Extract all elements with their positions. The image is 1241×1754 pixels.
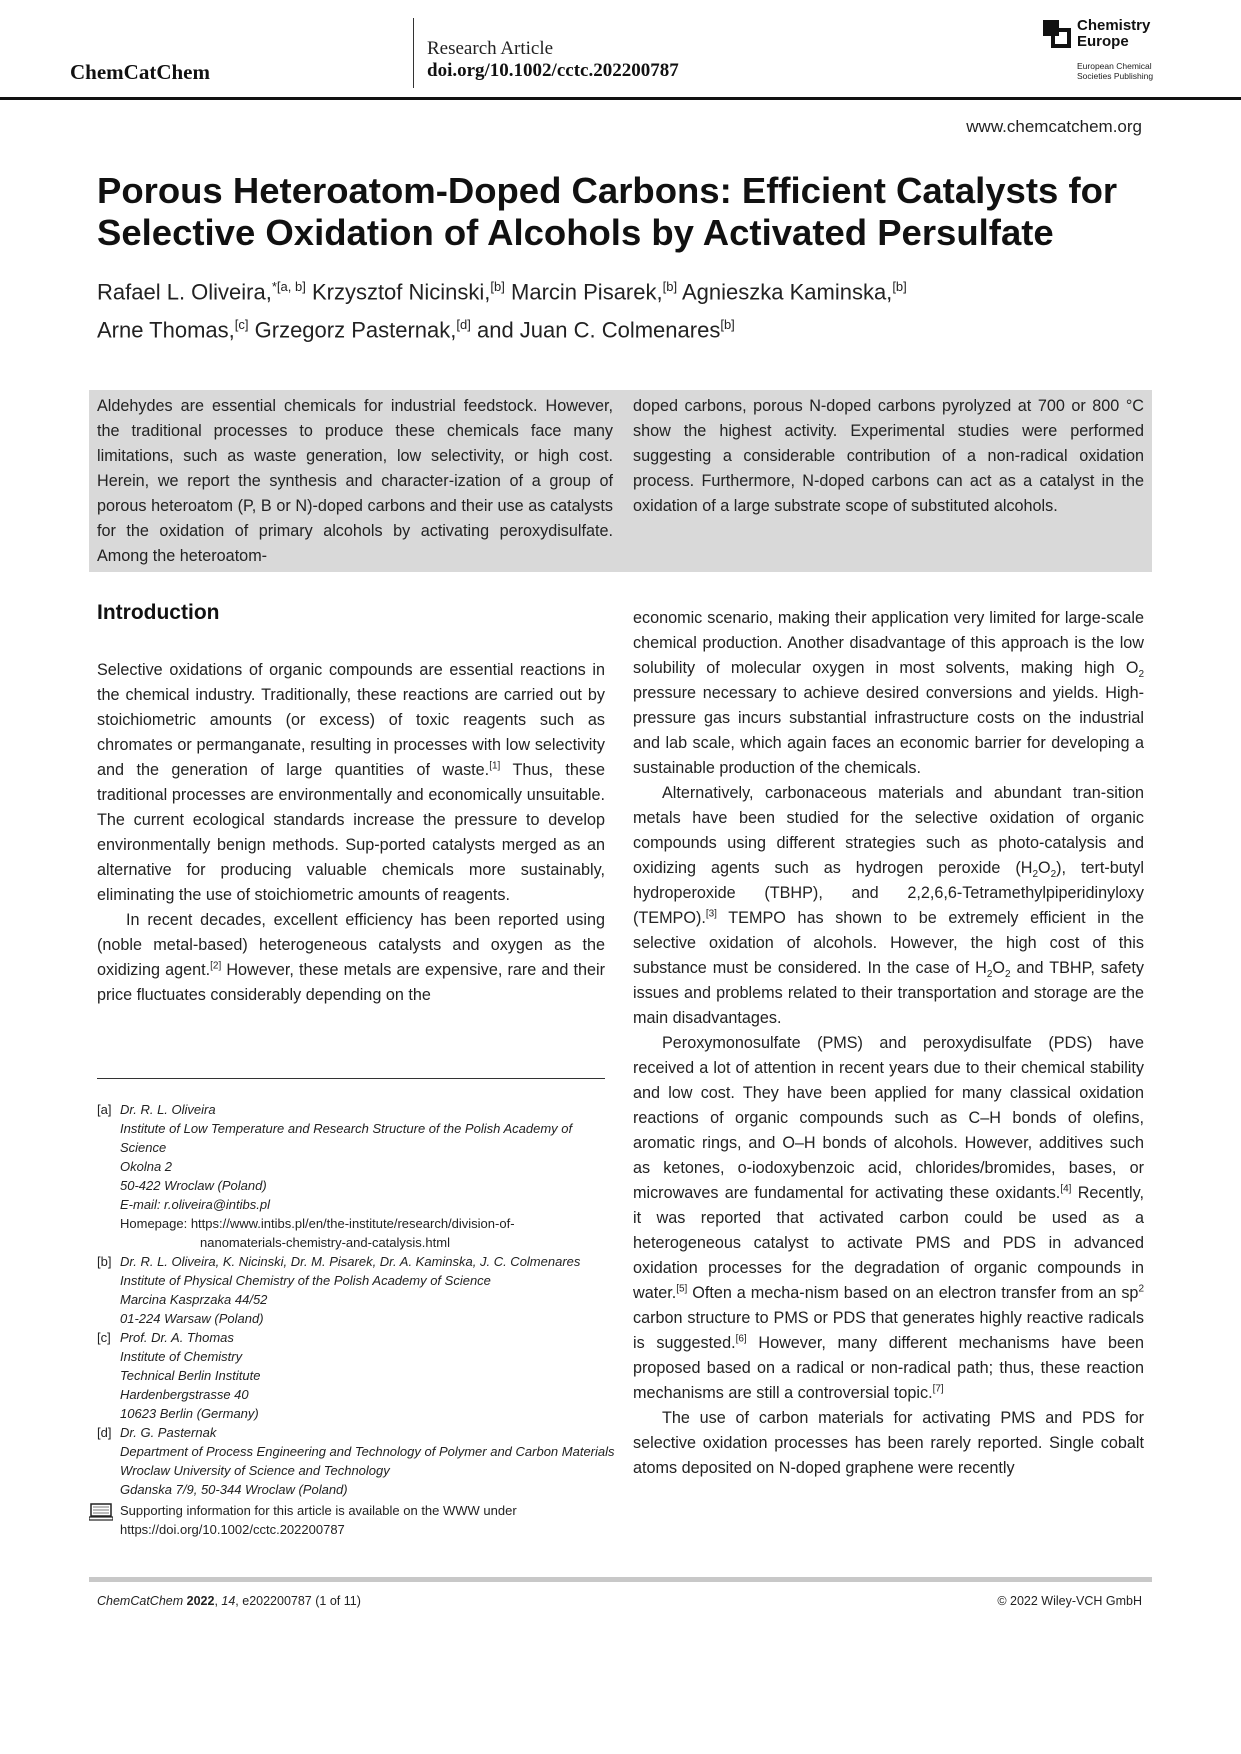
supporting-information-text[interactable]: Supporting information for this article is available on the WWW under https://doi.org/10.1002/cctc.202200787 <box>120 1503 517 1537</box>
footnote-a <box>97 1100 617 1252</box>
brand-sub-line1: European Chemical <box>1077 61 1152 71</box>
author-affiliation: [b] <box>720 317 735 333</box>
author-affiliation: [b] <box>892 279 907 294</box>
footer-citation: ChemCatChem 2022, 14, e202200787 (1 of 11) <box>97 1594 361 1608</box>
footnote-person: Dr. G. Pasternak <box>120 1425 217 1440</box>
footnote-line: Technical Berlin Institute <box>120 1368 261 1383</box>
abstract-left-column: Aldehydes are essential chemicals for industrial feedstock. However, the traditional processes to produce these chemicals face many limitations, such as waste generation, low selectivity, or high cost. Herein, we report the synthesis and character-ization of a group of porous heteroatom (P, B or N)-doped carbons and their use as catalysts for the oxidation of primary alcohols by activating peroxydisulfate. Among the heteroatom- <box>97 397 613 565</box>
abstract-right-column: doped carbons, porous N-doped carbons pyrolyzed at 700 or 800 °C show the highest activity. Experimental studies were performed suggesting a considerable contribution of a non-radical oxidation process. Furthermore, N-doped carbons can act as a catalyst in the oxidation of a large substrate scope of substituted alcohols. <box>633 397 1144 515</box>
computer-monitor-icon <box>89 1503 113 1521</box>
header-rule <box>0 97 1241 100</box>
affiliation-footnotes <box>97 1100 617 1539</box>
footnote-line: Institute of Low Temperature and Research Structure of the Polish Academy of Science <box>120 1121 573 1155</box>
author-affiliation: [d] <box>456 317 471 333</box>
article-type: Research Article <box>427 38 554 59</box>
chemistry-europe-brand <box>1043 18 1173 82</box>
footnote-person: Prof. Dr. A. Thomas <box>120 1330 234 1345</box>
author-affiliation: [c] <box>234 317 249 333</box>
footer-pages: , e202200787 (1 of 11) <box>235 1594 361 1608</box>
author-name: Arne Thomas, <box>97 317 235 343</box>
citation-ref[interactable]: [6] <box>735 1333 747 1345</box>
paragraph: Alternatively, carbonaceous materials and abundant tran-sition metals have been studied for the selective oxidation of organic compounds using different strategies such as photo-catalysis and oxidizing agents such as hydrogen peroxide $(H_2O_2)$, tert-butyl hydroperoxide (TBHP), and 2,2,6,6-Tetramethylpiperidinyloxy (TEMPO).[3] TEMPO has shown to be extremely efficient in the selective oxidation of alcohols. However, the high cost of this substance must be considered. In the case of $H_2O_2$ and TBHP, safety issues and problems related to their transportation and storage are the main disadvantages. <box>633 784 1144 1027</box>
brand-name-line2: Europe <box>1077 33 1129 50</box>
footnote-label: [d] <box>97 1425 112 1440</box>
footnote-line: Institute of Chemistry <box>120 1349 243 1364</box>
paragraph: In recent decades, excellent efficiency has been reported using (noble metal-based) heterogeneous catalysts and oxygen as the oxidizing agent.[2] However, these metals are expensive, rare and their price fluctuates considerably depending on the <box>97 911 605 1004</box>
footnote-d <box>97 1423 617 1499</box>
doi-link[interactable]: doi.org/10.1002/cctc.202200787 <box>427 60 679 81</box>
footer-volume: 14 <box>221 1594 236 1608</box>
author-name: Agnieszka Kaminska, <box>677 279 893 305</box>
footnote-rule <box>97 1078 605 1079</box>
footnote-homepage-cont[interactable]: nanomaterials-chemistry-and-catalysis.html <box>200 1235 450 1250</box>
header-divider <box>413 18 414 88</box>
footnote-person: Dr. R. L. Oliveira <box>120 1102 216 1117</box>
paragraph: Selective oxidations of organic compounds are essential reactions in the chemical industry. Traditionally, these reactions are carried out by stoichiometric amounts (or excess) of toxic reagents such as chromates or permanganate, resulting in processes with low selectivity and the generation of large quantities of waste.[1] Thus, these traditional processes are environmentally and economically unsuitable. The current ecological standards increase the pressure to develop environmentally benign methods. Sup-ported catalysts merged as an alternative for producing valuable chemicals more sustainably, eliminating the use of stoichiometric amounts of reagents. <box>97 661 605 904</box>
citation-ref[interactable]: [1] <box>489 760 501 772</box>
citation-ref[interactable]: [3] <box>705 908 717 920</box>
footnote-b <box>97 1252 617 1328</box>
footnote-c <box>97 1328 617 1423</box>
footnote-homepage[interactable]: Homepage: https://www.intibs.pl/en/the-institute/research/division-of- <box>120 1216 515 1231</box>
footnote-email[interactable]: E-mail: r.oliveira@intibs.pl <box>120 1197 270 1212</box>
footnote-label: [b] <box>97 1254 112 1269</box>
brand-name-line1: Chemistry <box>1077 17 1151 34</box>
author-affiliation: [b] <box>662 279 678 294</box>
citation-ref[interactable]: [2] <box>210 960 222 972</box>
author-list <box>97 270 1157 347</box>
citation-ref[interactable]: [7] <box>932 1383 944 1395</box>
journal-name: ChemCatChem <box>70 60 210 84</box>
footnote-line: 10623 Berlin (Germany) <box>120 1406 259 1421</box>
citation-ref[interactable]: [4] <box>1060 1183 1072 1195</box>
footnote-line: 50-422 Wroclaw (Poland) <box>120 1178 267 1193</box>
introduction-heading: Introduction <box>97 601 220 624</box>
paragraph: economic scenario, making their application very limited for large-scale chemical production. Another disadvantage of this approach is the low solubility of molecular oxygen in most solvents, making high $O_2$ pressure necessary to achieve desired conversions and yields. High-pressure gas incurs substantial infrastructure costs on the industrial and lab scale, which again faces an economic barrier for developing a sustainable production of the chemicals. <box>633 609 1144 777</box>
paragraph: Peroxymonosulfate (PMS) and peroxydisulfate (PDS) have received a lot of attention in recent years due to their chemical stability and low cost. They have been applied for many classical oxidation reactions of organic compounds such as C–H bonds of olefins, aromatic rings, and O–H bonds of alcohols. However, additives such as ketones, o-iodoxybenzoic acid, chlorides/bromides, bases, or microwaves are fundamental for activating these oxidants.[4] Recently, it was reported that activated carbon could be used as a heterogeneous catalyst to activate PMS and PDS in advanced oxidation processes for the degradation of organic compounds in water.[5] Often a mecha-nism based on an electron transfer from an $sp^2$ carbon structure to PMS or PDS that generates highly reactive radicals is suggested.[6] However, many different mechanisms have been proposed based on a radical or non-radical path; thus, these reaction mechanisms are still a controversial topic.[7] <box>633 1034 1144 1402</box>
footnote-line: Marcina Kasprzaka 44/52 <box>120 1292 268 1307</box>
abstract-box <box>89 390 1152 572</box>
footnote-line: Okolna 2 <box>120 1159 173 1174</box>
footnote-person: Dr. R. L. Oliveira, K. Nicinski, Dr. M. Pisarek, Dr. A. Kaminska, J. C. Colmenares <box>120 1254 581 1269</box>
author-name: Krzysztof Nicinski, <box>305 279 491 305</box>
footnote-label: [c] <box>97 1330 111 1345</box>
footer-rule <box>89 1577 1152 1582</box>
footnote-line: Department of Process Engineering and Technology of Polymer and Carbon Materials <box>120 1444 615 1459</box>
footnote-line: Wroclaw University of Science and Technology <box>120 1463 390 1478</box>
left-column <box>97 601 605 1008</box>
footnote-line: Gdanska 7/9, 50-344 Wroclaw (Poland) <box>120 1482 348 1497</box>
chemistry-europe-logo-icon <box>1043 20 1071 48</box>
author-name: Rafael L. Oliveira, <box>97 279 272 305</box>
citation-ref[interactable]: [5] <box>676 1283 688 1295</box>
footer-year: 2022 <box>186 1594 215 1608</box>
supporting-information <box>97 1501 617 1539</box>
footer-copyright: © 2022 Wiley-VCH GmbH <box>997 1594 1142 1608</box>
footnote-line: 01-224 Warsaw (Poland) <box>120 1311 264 1326</box>
right-column <box>633 606 1144 1481</box>
footnote-line: Institute of Physical Chemistry of the Polish Academy of Science <box>120 1273 491 1288</box>
author-name: Marcin Pisarek, <box>504 279 663 305</box>
website-link[interactable]: www.chemcatchem.org <box>966 117 1142 136</box>
brand-sub-line2: Societies Publishing <box>1077 71 1154 81</box>
author-name: Grzegorz Pasternak, <box>248 317 457 343</box>
footnote-label: [a] <box>97 1102 112 1117</box>
footnote-line: Hardenbergstrasse 40 <box>120 1387 249 1402</box>
article-title: Porous Heteroatom-Doped Carbons: Efficient Catalysts for Selective Oxidation of Alcohols by Activated Persulfate <box>97 170 1118 253</box>
author-name: and Juan C. Colmenares <box>470 317 721 343</box>
author-affiliation: [b] <box>490 279 505 294</box>
footer-journal: ChemCatChem <box>97 1594 184 1608</box>
paragraph: The use of carbon materials for activating PMS and PDS for selective oxidation processes has been rarely reported. Single cobalt atoms deposited on N-doped graphene were recently <box>633 1409 1144 1477</box>
author-affiliation: *[a, b] <box>271 279 306 294</box>
